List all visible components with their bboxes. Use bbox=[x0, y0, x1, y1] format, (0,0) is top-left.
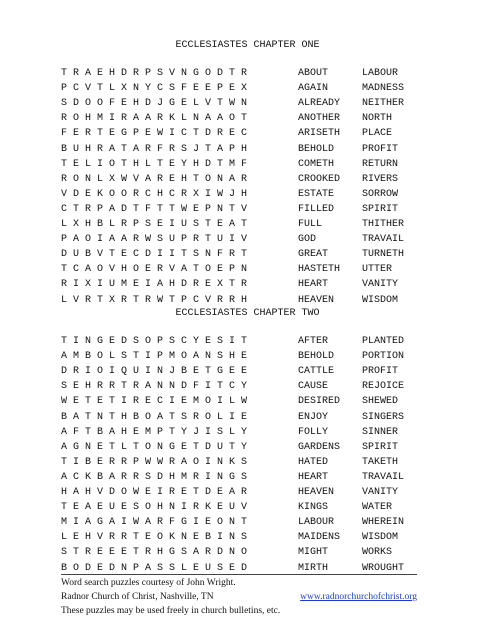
letter-grid-row: V D E K O O R C H C R X I W J H bbox=[61, 188, 248, 200]
letter-grid-row: B O D E D N P A S S L E U S E D bbox=[61, 562, 248, 574]
word-list-item: ALREADY bbox=[298, 98, 341, 110]
letter-grid-row: T R A E H D R P S V N G O D T R bbox=[61, 68, 248, 79]
letter-grid-row: R I X I U M E I A H D R E X T R bbox=[61, 279, 248, 291]
letter-grid-row: S E H R R T R A N N D F I T C Y bbox=[61, 381, 248, 393]
letter-grid-row: P A O I A A R W S U P R T U I V bbox=[61, 234, 248, 246]
letter-grid-row: P C V T L X N Y C S F E E P E X bbox=[61, 83, 248, 95]
word-list-item: SHEWED bbox=[362, 396, 399, 408]
word-list-item: ANOTHER bbox=[298, 113, 341, 125]
word-list-item: WHEREIN bbox=[362, 517, 405, 529]
word-list-item: SORROW bbox=[362, 188, 399, 200]
word-list-item: RETURN bbox=[362, 158, 399, 170]
word-list-item: HATED bbox=[298, 456, 329, 468]
word-list-item: GOD bbox=[298, 234, 317, 246]
word-list-item: VANITY bbox=[362, 487, 399, 498]
letter-grid-row: L X H B L R P S E I U S T E A T bbox=[61, 219, 248, 230]
word-list-item: WISDOM bbox=[362, 294, 399, 306]
letter-grid-row: H A H V D O W E I R E T D E A R bbox=[61, 487, 248, 498]
letter-grid-row: S D O O F E H D J G E L V T W N bbox=[61, 98, 248, 110]
word-list-item: LABOUR bbox=[362, 68, 399, 79]
word-list-item: FOLLY bbox=[298, 426, 329, 438]
letter-grid-row: R O H M I R A A R K L N A A O T bbox=[61, 113, 248, 125]
word-list-item: PLANTED bbox=[362, 336, 405, 347]
letter-grid-row: T E A E U E S O H N I R K E U V bbox=[61, 502, 248, 514]
word-list-item: HEART bbox=[298, 471, 329, 483]
word-list-item: PROFIT bbox=[362, 143, 399, 155]
word-list-item: GARDENS bbox=[298, 441, 341, 453]
word-list-item: MAIDENS bbox=[298, 532, 341, 544]
letter-grid-row: D R I O I Q U I N J B E T G E E bbox=[61, 366, 248, 378]
footer-usage-note: These puzzles may be used freely in church bulletins, etc. bbox=[61, 606, 281, 616]
word-list-item: NORTH bbox=[362, 113, 393, 125]
word-list-item: ARISETH bbox=[298, 128, 341, 140]
word-list-item: TURNETH bbox=[362, 249, 405, 261]
word-list-item: LABOUR bbox=[298, 517, 335, 529]
letter-grid-row: D U B V T E C D I I T S N F R T bbox=[61, 249, 248, 261]
letter-grid-row: B U H R A T A R F R S J T A P H bbox=[61, 143, 248, 155]
word-list-item: KINGS bbox=[298, 502, 329, 514]
word-list-item: FULL bbox=[298, 219, 323, 230]
word-list-item: TAKETH bbox=[362, 456, 399, 468]
word-list-item: UTTER bbox=[362, 264, 393, 276]
word-list-item: DESIRED bbox=[298, 396, 341, 408]
word-list-item: CROOKED bbox=[298, 173, 341, 185]
letter-grid-row: T C A O V H O E R V A T O E P N bbox=[61, 264, 248, 276]
word-list-item: ENJOY bbox=[298, 411, 329, 423]
letter-grid-row: A F T B A H E M P T Y J I S L Y bbox=[61, 426, 248, 438]
word-list-item: HEAVEN bbox=[298, 294, 335, 306]
letter-grid-row: S T R E E E T R H G S A R D N O bbox=[61, 547, 248, 559]
letter-grid-row: L E H V R R T E O K N E B I N S bbox=[61, 532, 248, 544]
word-list-item: MIGHT bbox=[298, 547, 329, 559]
word-list-item: AGAIN bbox=[298, 83, 329, 95]
word-list-item: VANITY bbox=[362, 279, 399, 291]
word-list-item: PORTION bbox=[362, 351, 405, 363]
word-list-item: MIRTH bbox=[298, 562, 329, 574]
word-list-item: WATER bbox=[362, 502, 393, 514]
word-list-item: SINNER bbox=[362, 426, 399, 438]
word-list-item: CAUSE bbox=[298, 381, 329, 393]
letter-grid-row: A M B O L S T I P M O A N S H E bbox=[61, 351, 248, 363]
letter-grid-row: F E R T E G P E W I C T D R E C bbox=[61, 128, 248, 140]
puzzle-row bbox=[0, 292, 495, 310]
footer-credit: Word search puzzles courtesy of John Wright. bbox=[61, 578, 236, 588]
word-list-item: THITHER bbox=[362, 219, 405, 230]
letter-grid-row: T I N G E D S O P S C Y E S I T bbox=[61, 336, 248, 347]
letter-grid-row: W E T E T I R E C I E M O I L W bbox=[61, 396, 248, 408]
letter-grid-row: A G N E T L T O N G E T D U T Y bbox=[61, 441, 248, 453]
word-list-item: FILLED bbox=[298, 203, 335, 215]
word-list-item: ESTATE bbox=[298, 188, 335, 200]
letter-grid-row: C T R P A D T F T T W E P N T V bbox=[61, 203, 248, 215]
word-list-item: BEHOLD bbox=[298, 143, 335, 155]
word-list-item: GREAT bbox=[298, 249, 329, 261]
word-list-item: HASTETH bbox=[298, 264, 341, 276]
church-website-link[interactable]: www.radnorchurchofchrist.org bbox=[300, 592, 417, 602]
letter-grid-row: T I B E R R P W W R A O I N K S bbox=[61, 456, 248, 468]
letter-grid-row: M I A G A I W A R F G I E O N T bbox=[61, 517, 248, 529]
word-list-item: MADNESS bbox=[362, 83, 405, 95]
letter-grid-row: A C K B A R R S D H M R I N G S bbox=[61, 471, 248, 483]
word-list-item: COMETH bbox=[298, 158, 335, 170]
word-list-item: PROFIT bbox=[362, 366, 399, 378]
word-list-item: WISDOM bbox=[362, 532, 399, 544]
word-list-item: RIVERS bbox=[362, 173, 399, 185]
word-list-item: NEITHER bbox=[362, 98, 405, 110]
footer-divider bbox=[61, 574, 417, 575]
letter-grid-row: T E L I O T H L T E Y H D T M F bbox=[61, 158, 248, 170]
word-list-item: PLACE bbox=[362, 128, 393, 140]
word-list-item: HEART bbox=[298, 279, 329, 291]
letter-grid-row: L V R T X R T R W T P C V R R H bbox=[61, 294, 248, 306]
word-list-item: SINGERS bbox=[362, 411, 405, 423]
word-list-item: AFTER bbox=[298, 336, 329, 347]
word-list-item: REJOICE bbox=[362, 381, 405, 393]
letter-grid-row: B A T N T H B O A T S R O L I E bbox=[61, 411, 248, 423]
word-list-item: SPIRIT bbox=[362, 441, 399, 453]
word-list-item: CATTLE bbox=[298, 366, 335, 378]
word-list-item: TRAVAIL bbox=[362, 234, 405, 246]
letter-grid-row: R O N L X W V A R E H T O N A R bbox=[61, 173, 248, 185]
word-list-item: SPIRIT bbox=[362, 203, 399, 215]
word-list-item: BEHOLD bbox=[298, 351, 335, 363]
word-list-item: WORKS bbox=[362, 547, 393, 559]
puzzle-one-title: ECCLESIASTES CHAPTER ONE bbox=[175, 40, 320, 51]
word-list-item: HEAVEN bbox=[298, 487, 335, 498]
puzzle-two-title: ECCLESIASTES CHAPTER TWO bbox=[175, 308, 320, 319]
word-list-item: WROUGHT bbox=[362, 562, 405, 574]
word-list-item: ABOUT bbox=[298, 68, 329, 79]
word-list-item: TRAVAIL bbox=[362, 471, 405, 483]
footer-church: Radnor Church of Christ, Nashville, TN bbox=[61, 592, 214, 602]
